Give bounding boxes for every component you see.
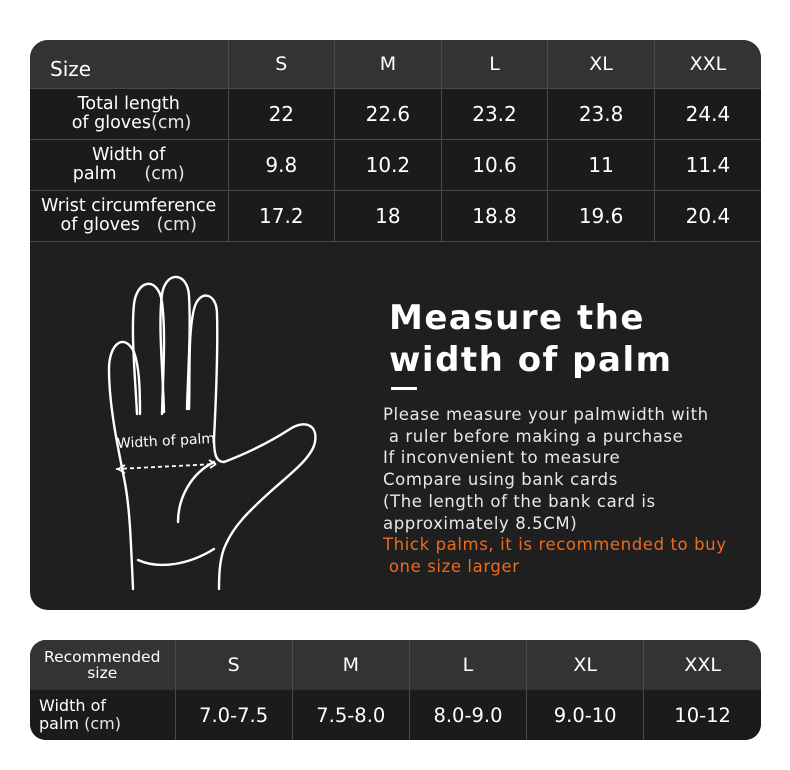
table-cell: 22 bbox=[228, 88, 335, 139]
table-row-palm-width bbox=[30, 139, 761, 190]
table-cell: 9.8 bbox=[228, 139, 335, 190]
size-col-xxl: XXL bbox=[654, 40, 761, 88]
rec-col-s: S bbox=[175, 640, 292, 690]
row-label-line2: of gloves bbox=[60, 214, 140, 235]
row-unit: (cm) bbox=[156, 214, 197, 235]
row-label-line1: Wrist circumference bbox=[41, 195, 217, 216]
warning-line: Thick palms, it is recommended to buy bbox=[383, 535, 727, 555]
row-label-line2: palm bbox=[72, 163, 117, 184]
measure-instructions bbox=[383, 404, 753, 578]
table-cell: 10.2 bbox=[335, 139, 442, 190]
table-cell: 22.6 bbox=[335, 88, 442, 139]
instruction-line: If inconvenient to measure bbox=[383, 448, 621, 468]
table-cell: 23.8 bbox=[548, 88, 655, 139]
table-cell: 11 bbox=[548, 139, 655, 190]
row-label-line2: of gloves bbox=[66, 112, 152, 133]
table-cell: 24.4 bbox=[654, 88, 761, 139]
recommended-size-card bbox=[30, 640, 761, 740]
measure-title-line2: width of palm bbox=[389, 340, 673, 380]
rec-col-l: L bbox=[409, 640, 526, 690]
instruction-line: approximately 8.5CM) bbox=[383, 513, 578, 533]
row-label-palm-width bbox=[30, 139, 228, 190]
recommended-header-label bbox=[30, 640, 175, 690]
table-row-total-length bbox=[30, 88, 761, 139]
size-col-s: S bbox=[228, 40, 335, 88]
measure-title-line1: Measure the bbox=[389, 298, 645, 338]
table-cell: 10-12 bbox=[674, 703, 731, 727]
size-header-label: Size bbox=[30, 40, 228, 88]
row-unit: (cm) bbox=[151, 112, 192, 133]
instruction-line: Compare using bank cards bbox=[383, 470, 618, 490]
rec-col-m: M bbox=[292, 640, 409, 690]
table-cell: 18.8 bbox=[441, 190, 548, 241]
table-cell: 10.6 bbox=[441, 139, 548, 190]
table-row-recommended-palm bbox=[30, 690, 761, 740]
table-cell: 7.0-7.5 bbox=[175, 690, 292, 740]
table-row-wrist bbox=[30, 190, 761, 241]
size-chart-table bbox=[30, 40, 761, 242]
rec-col-xxl: XXL bbox=[684, 654, 721, 676]
row-label-line1: Width of bbox=[92, 144, 166, 165]
palm-measure-section bbox=[30, 242, 761, 610]
size-header-row bbox=[30, 40, 761, 88]
table-cell: 18 bbox=[335, 190, 442, 241]
instruction-line: a ruler before making a purchase bbox=[383, 426, 684, 446]
row-label-wrist bbox=[30, 190, 228, 241]
table-cell: 19.6 bbox=[548, 190, 655, 241]
size-col-l: L bbox=[441, 40, 548, 88]
instruction-line: (The length of the bank card is bbox=[383, 491, 656, 511]
row-label-line1: Total length bbox=[77, 93, 180, 114]
palm-width-label: Width of palm bbox=[116, 430, 216, 452]
instruction-line: Please measure your palmwidth with bbox=[383, 405, 709, 424]
table-cell: 17.2 bbox=[228, 190, 335, 241]
title-underline bbox=[391, 387, 417, 390]
row-label-recommended-palm bbox=[30, 690, 175, 740]
warning-line: one size larger bbox=[383, 556, 520, 576]
row-label-line2: palm bbox=[39, 714, 79, 733]
size-chart-card bbox=[30, 40, 761, 610]
row-unit: (cm) bbox=[144, 163, 185, 184]
size-col-xl: XL bbox=[548, 40, 655, 88]
size-col-m: M bbox=[335, 40, 442, 88]
recommended-header-line1: Recommended bbox=[44, 648, 161, 666]
table-cell: 11.4 bbox=[654, 139, 761, 190]
table-cell: 23.2 bbox=[441, 88, 548, 139]
table-cell: 8.0-9.0 bbox=[409, 690, 526, 740]
row-label-total-length bbox=[30, 88, 228, 139]
row-unit: (cm) bbox=[84, 714, 121, 733]
recommended-size-table bbox=[30, 640, 761, 740]
row-label-line1: Width of bbox=[39, 696, 106, 715]
recommended-header-row bbox=[30, 640, 761, 690]
table-cell: 20.4 bbox=[654, 190, 761, 241]
table-cell: 9.0-10 bbox=[527, 690, 644, 740]
table-cell: 7.5-8.0 bbox=[292, 690, 409, 740]
measure-title bbox=[389, 297, 749, 381]
rec-col-xl: XL bbox=[527, 640, 644, 690]
recommended-header-line2: size bbox=[87, 664, 118, 682]
